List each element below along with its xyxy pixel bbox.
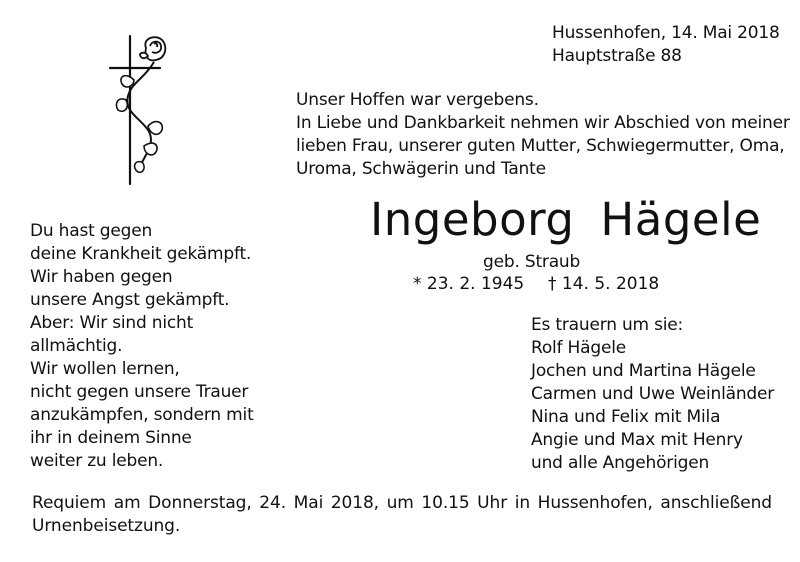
mourners-list	[531, 314, 774, 475]
requiem-notice: Requiem am Donnerstag, 24. Mai 2018, um 10.15 Uhr in Hussenhofen, anschließend Urnenbeisetzung.	[32, 493, 772, 536]
last-name: Hägele	[600, 193, 762, 246]
mourner-name: Carmen und Uwe Weinländer	[531, 384, 775, 404]
birth-date: * 23. 2. 1945	[413, 274, 525, 294]
place-date: Hussenhofen, 14. Mai 2018	[552, 23, 780, 43]
mourner-name: Angie und Max mit Henry	[531, 430, 743, 450]
intro-line: lieben Frau, unserer guten Mutter, Schwiegermutter, Oma,	[296, 136, 785, 156]
deceased-name	[370, 194, 761, 246]
intro-text	[296, 89, 790, 181]
poem-line: Du hast gegen	[30, 221, 153, 241]
poem-line: anzukämpfen, sondern mit	[30, 405, 254, 425]
mourner-name: Nina und Felix mit Mila	[531, 407, 721, 427]
mourner-name: Rolf Hägele	[531, 338, 626, 358]
poem-line: unsere Angst gekämpft.	[30, 290, 230, 310]
address: Hauptstraße 88	[552, 46, 682, 66]
intro-line: Unser Hoffen war vergebens.	[296, 90, 539, 110]
intro-line: Uroma, Schwägerin und Tante	[296, 159, 546, 179]
poem	[30, 220, 254, 473]
first-name: Ingeborg	[370, 193, 575, 246]
poem-line: Aber: Wir sind nicht	[30, 313, 194, 333]
poem-line: nicht gegen unsere Trauer	[30, 382, 249, 402]
poem-line: Wir haben gegen	[30, 267, 173, 287]
death-date: † 14. 5. 2018	[548, 274, 660, 294]
mourner-name: Jochen und Martina Hägele	[531, 361, 756, 381]
poem-line: allmächtig.	[30, 336, 123, 356]
poem-line: ihr in deinem Sinne	[30, 428, 192, 448]
cross-with-rose-icon	[104, 34, 174, 186]
poem-line: Wir wollen lernen,	[30, 359, 180, 379]
poem-line: weiter zu leben.	[30, 451, 164, 471]
mourners-heading: Es trauern um sie:	[531, 315, 684, 335]
poem-line: deine Krankheit gekämpft.	[30, 244, 252, 264]
birth-name: geb. Straub	[483, 252, 581, 272]
intro-line: In Liebe und Dankbarkeit nehmen wir Abschied von meiner	[296, 113, 790, 133]
mourner-name: und alle Angehörigen	[531, 453, 710, 473]
